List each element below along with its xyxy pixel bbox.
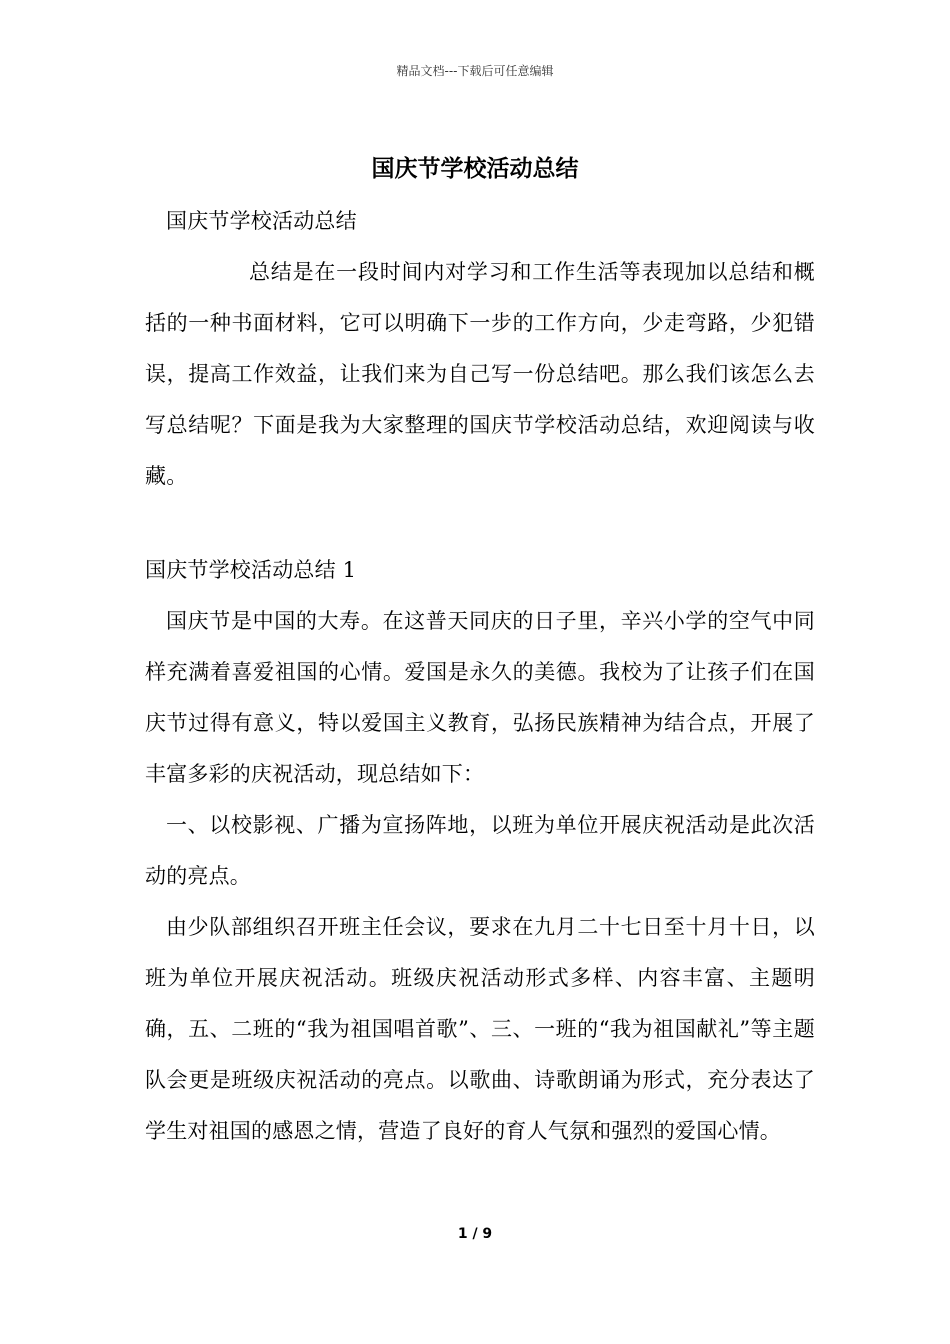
body-paragraph: 国庆节是中国的大寿。在这普天同庆的日子里，辛兴小学的空气中同样充满着喜爱祖国的心情。爱国是永久的美德。我校为了让孩子们在国庆节过得有意义，特以爱国主义教育，弘扬民族精神为结合点，开展了丰富多彩的庆祝活动，现总结如下： bbox=[145, 609, 815, 786]
body-paragraph: 由少队部组织召开班主任会议，要求在九月二十七日至十月十日，以班为单位开展庆祝活动。班级庆祝活动形式多样、内容丰富、主题明确，五、二班的“我为祖国唱首歌”、三、一班的“我为祖国献礼”等主题队会更是班级庆祝活动的亮点。以歌曲、诗歌朗诵为形式，充分表达了学生对祖国的感恩之情，营造了良好的育人气氛和强烈的爱国心情。 bbox=[145, 915, 815, 1143]
document-title: 国庆节学校活动总结 bbox=[371, 155, 579, 182]
body-paragraph: 一、以校影视、广播为宣扬阵地，以班为单位开展庆祝活动是此次活动的亮点。 bbox=[145, 813, 815, 888]
document-body bbox=[145, 196, 815, 1157]
intro-paragraph: 总结是在一段时间内对学习和工作生活等表现加以总结和概括的一种书面材料，它可以明确下一步的工作方向，少走弯路，少犯错误，提高工作效益，让我们来为自己写一份总结吧。那么我们该怎么去写总结呢？下面是我为大家整理的国庆节学校活动总结，欢迎阅读与收藏。 bbox=[145, 260, 815, 488]
header-note: 精品文档---下载后可任意编辑 bbox=[396, 64, 554, 78]
subtitle-paragraph: 国庆节学校活动总结 bbox=[166, 209, 357, 233]
page-number: 1 / 9 bbox=[457, 1226, 493, 1242]
section-heading: 国庆节学校活动总结 1 bbox=[145, 558, 357, 582]
